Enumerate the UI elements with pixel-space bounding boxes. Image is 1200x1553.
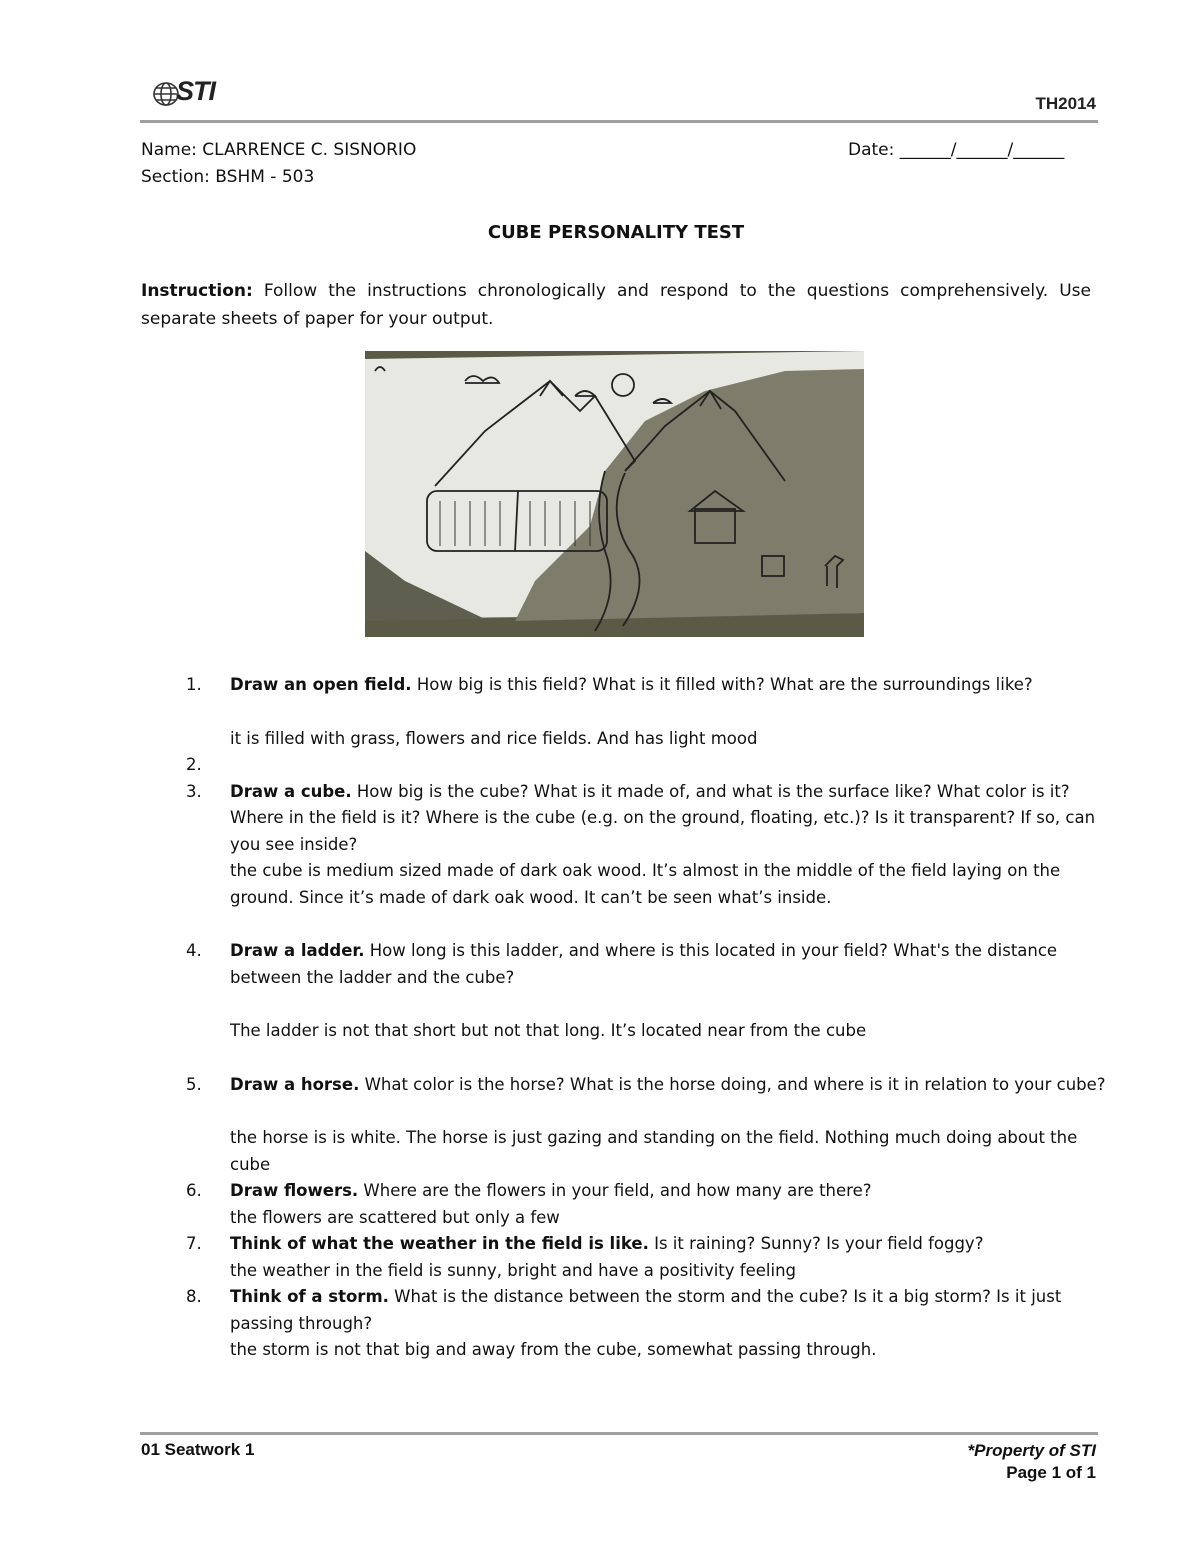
item-question: How long is this ladder, and where is this located in your field? What's the distance between the ladder and the cube? xyxy=(230,941,1058,987)
item-heading: Think of what the weather in the field is like. xyxy=(230,1234,649,1253)
footer-right xyxy=(968,1440,1096,1484)
list-item xyxy=(186,1072,1106,1179)
item-question: How big is this field? What is it filled with? What are the surroundings like? xyxy=(411,675,1033,694)
list-item xyxy=(186,1231,1106,1284)
item-heading: Think of a storm. xyxy=(230,1287,389,1306)
item-question: Is it raining? Sunny? Is your field foggy? xyxy=(648,1234,984,1253)
list-item xyxy=(186,1284,1106,1364)
document-code: TH2014 xyxy=(1035,94,1096,113)
item-answer: the cube is medium sized made of dark oak wood. It’s almost in the middle of the field laying on the ground. Since it’s made of dark oak wood. It can’t be seen what’s inside. xyxy=(230,861,1061,907)
item-answer: the weather in the field is sunny, bright and have a positivity feeling xyxy=(230,1260,796,1280)
item-answer: the horse is is white. The horse is just gazing and standing on the field. Nothing much doing about the cube xyxy=(230,1128,1078,1174)
item-answer: the flowers are scattered but only a few xyxy=(230,1207,560,1227)
item-answer: the storm is not that big and away from the cube, somewhat passing through. xyxy=(230,1340,877,1359)
item-question: What is the distance between the storm and the cube? Is it a big storm? Is it just passing through? xyxy=(230,1287,1062,1333)
item-question: What color is the horse? What is the horse doing, and where is it in relation to your cube? xyxy=(359,1074,1106,1094)
item-number: 6. xyxy=(186,1181,202,1200)
header-divider xyxy=(140,120,1098,123)
date-field: Date: ______/______/______ xyxy=(848,140,1065,160)
item-heading: Draw flowers. xyxy=(230,1181,359,1200)
item-number: 7. xyxy=(186,1234,202,1253)
list-item xyxy=(186,752,1106,779)
item-number: 2. xyxy=(186,755,202,774)
instruction-text: Follow the instructions chronologically and respond to the questions comprehensively. Use separate sheets of paper for your output. xyxy=(141,281,1091,329)
item-heading: Draw a horse. xyxy=(230,1074,360,1094)
student-name: Name: CLARRENCE C. SISNORIO xyxy=(141,140,417,160)
item-answer: The ladder is not that short but not that long. It’s located near from the cube xyxy=(230,1021,867,1040)
item-number: 3. xyxy=(186,781,202,801)
item-heading: Draw a ladder. xyxy=(230,941,365,960)
list-item xyxy=(186,672,1106,752)
list-item xyxy=(186,779,1106,912)
page-title: CUBE PERSONALITY TEST xyxy=(487,222,745,243)
instruction-label: Instruction: xyxy=(141,281,253,301)
item-number: 8. xyxy=(186,1287,202,1306)
item-heading: Draw a cube. xyxy=(230,781,352,801)
footer-page-number: Page 1 of 1 xyxy=(1006,1463,1096,1482)
footer-divider xyxy=(140,1432,1098,1435)
instruction-paragraph xyxy=(141,277,1091,333)
drawing-photo xyxy=(365,351,864,637)
list-item xyxy=(186,938,1106,1045)
item-question: How big is the cube? What is it made of, and what is the surface like? What color is it? Where in the field is it? Where is the cube (e.g. on the ground, floating, etc.)? Is it transparent? If so, can you see inside? xyxy=(230,781,1096,854)
list-item xyxy=(186,1178,1106,1231)
item-number: 1. xyxy=(186,675,202,694)
footer-property: *Property of STI xyxy=(967,1441,1096,1460)
footer-title: 01 Seatwork 1 xyxy=(141,1440,255,1459)
logo-text: STI xyxy=(176,76,216,106)
item-number: 4. xyxy=(186,941,202,960)
question-list xyxy=(186,672,1106,1364)
student-section: Section: BSHM - 503 xyxy=(141,167,315,187)
item-question: Where are the flowers in your field, and how many are there? xyxy=(358,1181,872,1200)
item-number: 5. xyxy=(186,1074,202,1094)
item-answer: it is filled with grass, flowers and rice fields. And has light mood xyxy=(230,728,758,748)
item-heading: Draw an open field. xyxy=(230,675,412,694)
